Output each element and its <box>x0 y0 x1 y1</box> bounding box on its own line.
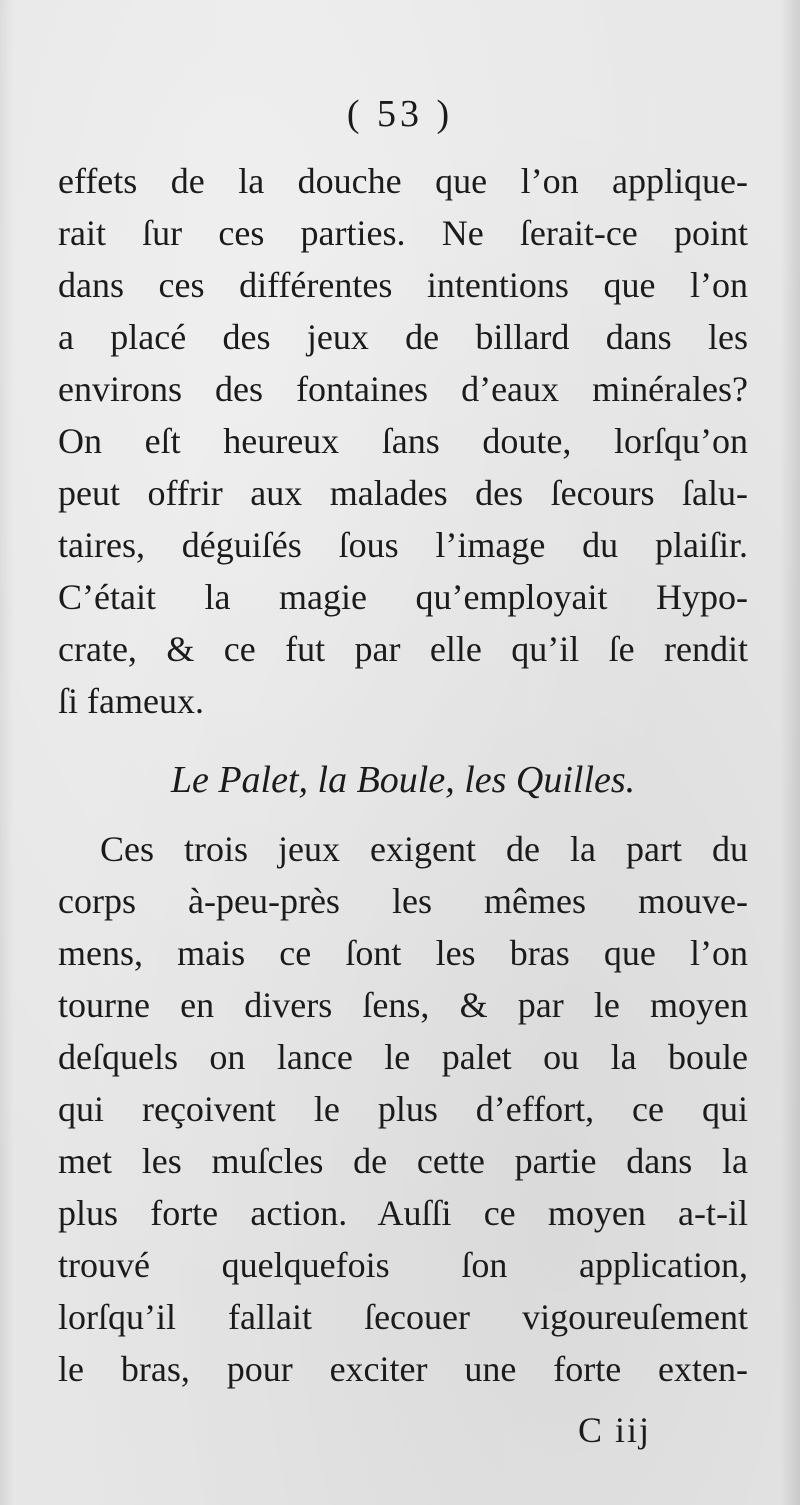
text-line: crate, & ce fut par elle qu’il ſe rendit <box>58 629 748 669</box>
text-line: dans ces différentes intentions que l’on <box>58 265 748 305</box>
section-heading: Le Palet, la Boule, les Quilles. <box>170 759 636 801</box>
text-line: qui reçoivent le plus d’effort, ce qui <box>58 1089 748 1129</box>
text-line: environs des fontaines d’eaux minérales? <box>58 369 748 409</box>
text-line: On eſt heureux ſans doute, lorſqu’on <box>58 421 748 461</box>
text-line: Ces trois jeux exigent de la part du <box>100 829 748 869</box>
text-line: corps à-peu-près les mêmes mouve- <box>58 881 748 921</box>
text-line: deſquels on lance le palet ou la boule <box>58 1037 748 1077</box>
text-line: mens, mais ce ſont les bras que l’on <box>58 933 748 973</box>
text-line: a placé des jeux de billard dans les <box>58 317 748 357</box>
text-line: taires, déguiſés ſous l’image du plaiſir. <box>58 525 748 565</box>
text-line: trouvé quelquefois ſon application, <box>58 1245 748 1285</box>
text-line: met les muſcles de cette partie dans la <box>58 1141 748 1181</box>
signature-mark: C iij <box>578 1410 652 1450</box>
page-number: ( 53 ) <box>346 93 454 135</box>
text-line: le bras, pour exciter une forte exten- <box>58 1349 748 1389</box>
text-line: tourne en divers ſens, & par le moyen <box>58 985 748 1025</box>
text-line: rait ſur ces parties. Ne ſerait-ce point <box>58 213 748 253</box>
text-line: lorſqu’il fallait ſecouer vigoureuſement <box>58 1297 748 1337</box>
text-line: effets de la douche que l’on applique- <box>58 161 748 201</box>
text-line: C’était la magie qu’employait Hypo- <box>58 577 748 617</box>
text-line: plus forte action. Auſſi ce moyen a-t-il <box>58 1193 748 1233</box>
text-line: peut offrir aux malades des ſecours ſalu- <box>58 473 748 513</box>
text-line: ſi fameux. <box>58 681 204 721</box>
